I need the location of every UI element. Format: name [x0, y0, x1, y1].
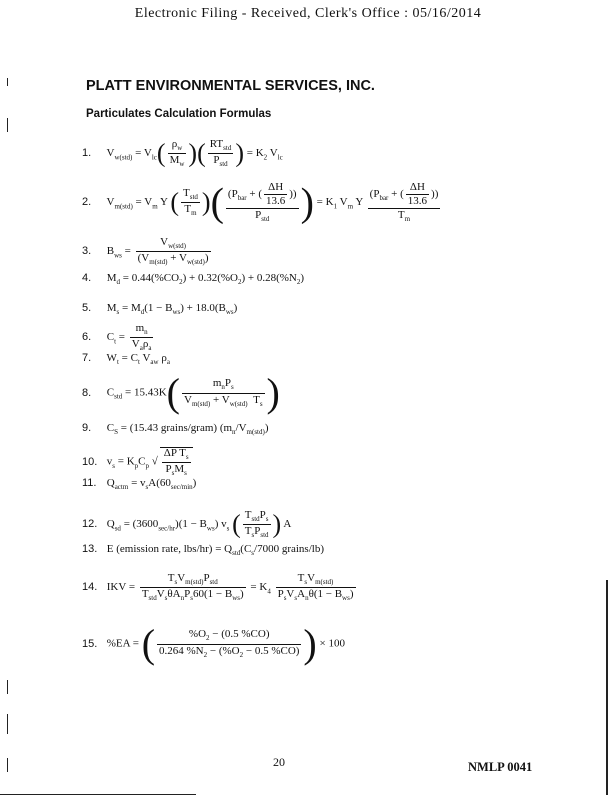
equation-13: 13. E (emission rate, $lbs/hr) = Q_{std}(C_s/7000$ grains/lb) [82, 543, 324, 558]
filing-header: Electronic Filing - Received, Clerk's Office : 05/16/2014 [134, 6, 482, 21]
scan-mark [7, 78, 8, 86]
equation-6: 6. $C_t$ = $\frac{m_n}{V_a\rho_a}$ [82, 322, 152, 353]
page-number: 20 [273, 755, 285, 769]
document-id: NMLP 0041 [468, 760, 533, 774]
scan-mark [7, 680, 8, 694]
equation-3: 3. $B_{ws}$ = $\frac{V_{w(std)}}{(V_{m(std)} + V_{w(std)})}$ [82, 236, 209, 267]
section-title: Particulates Calculation Formulas [86, 108, 272, 120]
equation-10: 10. $v_s = K_pC_p$ √ $\frac{\Delta P T_s}{P_sM_s}$ [82, 447, 195, 477]
company-name: PLATT ENVIRONMENTAL SERVICES, INC. [86, 78, 375, 94]
equation-12: 12. $Q_{sd} = (3600_{sec/hr})(1 - B_{ws})$ $v_s$ ( $\frac{T_{std}P_s}{T_sP_{std}}$ ) A [82, 509, 292, 540]
equation-7: 7. $W_t = C_t$ $V_{aw}$ $\rho_a$ [82, 352, 170, 367]
equation-9: 9. $C_S = (15.43$ grains/gram) $(m_n/V_{m(std)})$ [82, 422, 269, 437]
scan-mark [7, 714, 8, 734]
equation-8: 8. $C_{std} = 15.43K$( $\frac{m_nP_s}{V_{m(std)} + V_{w(std)} T_s}$ ) [82, 370, 280, 415]
equation-1: 1. $V_{w(std)} = V_{lc}$( $\frac{\rho_w}{M_w}$ )( $\frac{RT_{std}}{P_{std}}$ ) = $K_2$ $V_{lc}$ [82, 138, 283, 169]
equation-5: 5. $M_s = M_d(1 - B_{ws}) + 18.0(B_{ws})$ [82, 302, 238, 317]
scan-edge-mark [606, 580, 608, 795]
equation-4: 4. $M_d = 0.44(\%CO_2) + 0.32(\%O_2) + 0.28(\%N_2)$ [82, 272, 305, 287]
scan-mark [0, 794, 196, 795]
equation-15: 15. %EA = ( $\frac{\%O_2 - (0.5 \%CO)}{0.264 \%N_2 - (\%O_2 - 0.5 \%CO)}$ ) × 100 [82, 621, 345, 666]
scan-mark [7, 118, 8, 132]
scan-mark [7, 758, 8, 772]
equation-11: 11. $Q_{actm} = v_sA(60_{sec/min})$ [82, 477, 197, 492]
equation-14: 14. IKV = $\frac{T_sV_{m(std)}P_{std}}{T_{std}V_s\theta A_nP_s60(1 - B_{ws})}$ = $K_4$ $\frac{T_sV_{m(std)}}{P_sV_sA_n\theta(1 - B_{ws})}$ [82, 572, 354, 603]
equation-2: 2. $V_{m(std)} = V_m$ Y ( $\frac{T_{std}}{T_m}$ )( ($P_{bar}$ + ( $\frac{\Delta H}{13.6}$ )) $P_{std}$ ) = $K_1$ $V_m$ Y ($P_{bar}$ + ( $\frac{\Delta H}{13.6}$ )) $T_m$ [82, 179, 439, 225]
